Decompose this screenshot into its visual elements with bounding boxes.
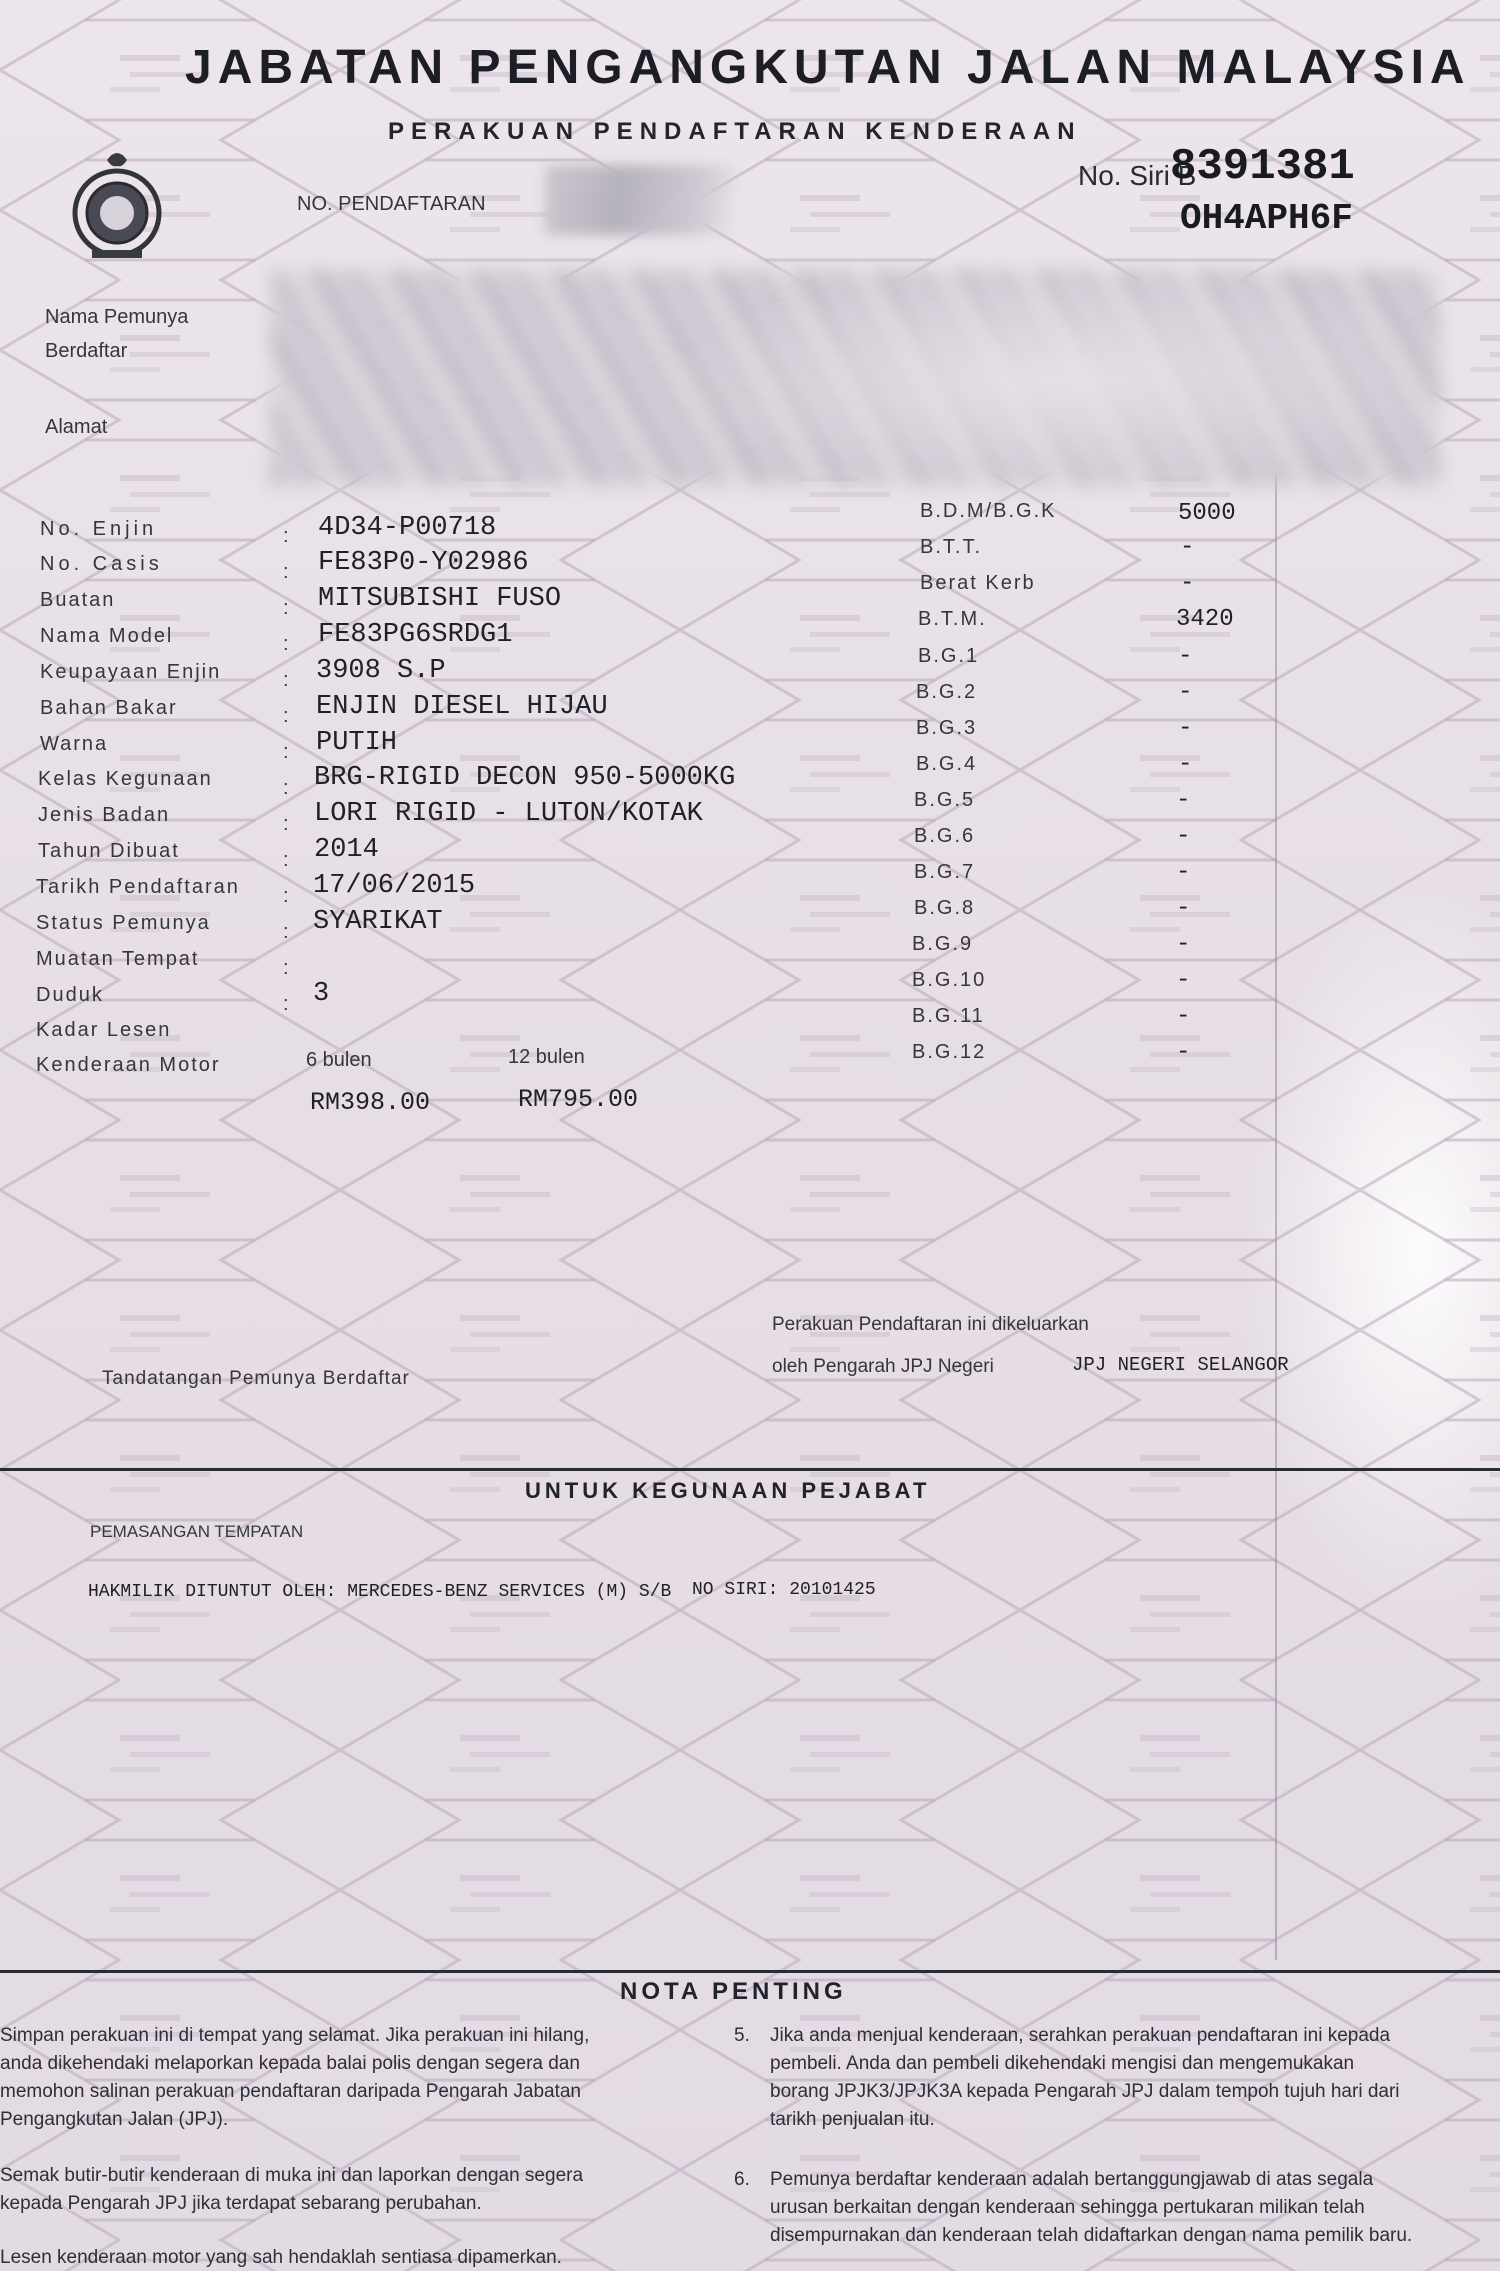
signature-label: Tandatangan Pemunya Berdaftar: [102, 1368, 410, 1389]
field-label: No. Enjin: [40, 518, 158, 540]
weight-label: B.G.10: [912, 969, 987, 991]
weight-value: 5000: [1178, 500, 1236, 527]
weight-label: B.G.6: [914, 825, 976, 847]
license-period-12: 12 bulen: [508, 1046, 585, 1068]
weight-value: -: [1178, 751, 1193, 778]
license-amount-6: RM398.00: [310, 1088, 431, 1117]
owner-name-label-1: Nama Pemunya: [45, 306, 189, 328]
ownership-claim: HAKMILIK DITUNTUT OLEH: MERCEDES-BENZ SERVICES (M) S/B: [88, 1582, 672, 1602]
field-value: 4D34-P00718: [318, 513, 497, 543]
serial-label: No. Siri B: [1078, 160, 1197, 191]
weight-value: -: [1178, 643, 1193, 670]
weight-label: B.T.T.: [920, 536, 983, 558]
notes-divider: [0, 1970, 1500, 1973]
jpj-crest-icon: [62, 138, 172, 268]
office-serial-no: NO SIRI: 20101425: [692, 1580, 876, 1600]
field-value: LORI RIGID - LUTON/KOTAK: [314, 799, 703, 829]
field-label: Muatan Tempat: [36, 948, 200, 970]
field-value: 3908 S.P: [316, 656, 446, 686]
registration-certificate: JABATAN PENGANGKUTAN JALAN MALAYSIA PERAKUAN PENDAFTARAN KENDERAAN NO. PENDAFTARAN No. Siri B 8391381 OH4APH6F Nama Pemunya Berdaftar Alamat No. Enjin 4D34-P00718 No. Casis FE83P0-Y02986 Buatan MITSUBISHI FUSO Nama Model FE83PG6SRDG1 Keupayaan Enjin 3908 S.P Bahan Bakar ENJIN DIESEL HIJAU Warna PUTIH Kelas Kegunaan BRG-RIGID DECON 950-5000KG Jenis Badan LORI RIGID - LUTON/KOTAK Tahun Dibuat 2014 Tarikh Pendaftaran 17/06/2015 Status Pemunya SYARIKAT Muatan Tempat Duduk 3 : : : : : : : : : : : : : : Kadar Lesen Kenderaan Motor 6 bulen 12 bulen RM398.00 RM795.00 B.D.M/B.G.K 5000 B.T.T. - Berat Kerb - B.T.M. 3420 B.G.1 - B.G.2 - B.G.3 - B.G.4 - B.G.5 - B.G.6 - B.G.7 - B.G.8 - B.G.9 - B.G.10 - B.G.11 - B.G.12 - Perakuan Pendaftaran ini dikeluarkan oleh Pengarah JPJ Negeri JPJ NEGERI SELANGOR Tandatangan Pemunya Berdaftar UNTUK KEGUNAAN PEJABAT PEMASANGAN TEMPATAN HAKMILIK DITUNTUT OLEH: MERCEDES-BENZ SERVICES (M) S/B NO SIRI: 20101425 NOTA PENTING Simpan perakuan ini di tempat yang selamat. Jika perakuan ini hilang, anda dikehendaki melaporkan kepada balai polis dengan segera dan memohon salinan perakuan pendaftaran daripada Pengarah Jabatan Pengangkutan Jalan (JPJ). Semak butir-butir kenderaan di muka ini dan laporkan dengan segera kepada Pengarah JPJ jika terdapat sebarang perubahan. Lesen kenderaan motor yang sah hendaklah sentiasa dipamerkan. 5. Jika anda menjual kenderaan, serahkan perakuan pendaftaran ini kepada pembeli. Anda dan pembeli dikehendaki mengisi dan mengemukakan borang JPJK3/JPJK3A kepada Pengarah JPJ dalam tempoh tujuh hari dari tarikh penjualan itu. 6. Pemunya berdaftar kenderaan adalah bertanggungjawab di atas segala urusan berkaitan dengan kenderaan sehingga pertukaran milikan telah disempurnakan dan kenderaan telah didaftarkan dengan nama pemilik baru.: [0, 0, 1500, 2271]
note-right-5: Jika anda menjual kenderaan, serahkan perakuan pendaftaran ini kepada pembeli. Anda dan pembeli dikehendaki mengisi dan mengemukakan borang JPJK3/JPJK3A kepada Pengarah JPJ dalam tempoh tujuh hari dari tarikh penjualan itu.: [770, 2025, 1400, 2130]
weight-value: 3420: [1176, 606, 1234, 633]
weight-label: B.G.9: [912, 933, 974, 955]
note-right-6: Pemunya berdaftar kenderaan adalah bertanggungjawab di atas segala urusan berkaitan dengan kenderaan sehingga pertukaran milikan telah disempurnakan dan kenderaan telah didaftarkan dengan nama pemilik baru.: [770, 2169, 1413, 2246]
weight-value: -: [1176, 895, 1191, 922]
issuance-line-2: oleh Pengarah JPJ Negeri: [772, 1356, 994, 1377]
weight-value: -: [1180, 534, 1195, 561]
office-use-title: UNTUK KEGUNAAN PEJABAT: [525, 1478, 931, 1503]
address-label: Alamat: [45, 416, 108, 438]
field-value: 17/06/2015: [313, 871, 476, 901]
issuance-line-1: Perakuan Pendaftaran ini dikeluarkan: [772, 1314, 1089, 1335]
field-label: No. Casis: [40, 553, 163, 575]
note-left-1: Simpan perakuan ini di tempat yang selamat. Jika perakuan ini hilang, anda dikehendaki melaporkan kepada balai polis dengan segera dan memohon salinan perakuan pendaftaran daripada Pengarah Jabatan Pengangkutan Jalan (JPJ).: [0, 2025, 590, 2130]
field-label: Duduk: [36, 984, 104, 1006]
weight-label: B.G.2: [916, 681, 978, 703]
weight-value: -: [1176, 967, 1191, 994]
field-label: Kelas Kegunaan: [38, 768, 213, 790]
license-label-1: Kadar Lesen: [36, 1019, 172, 1041]
weight-value: -: [1176, 1039, 1191, 1066]
weight-value: -: [1178, 679, 1193, 706]
note-left-3: Lesen kenderaan motor yang sah hendaklah sentiasa dipamerkan.: [0, 2247, 562, 2268]
weight-value: -: [1176, 859, 1191, 886]
weight-label: B.T.M.: [918, 608, 987, 630]
office-use-divider: [0, 1468, 1500, 1471]
license-label-2: Kenderaan Motor: [36, 1054, 221, 1076]
weight-label: Berat Kerb: [920, 572, 1036, 594]
field-label: Bahan Bakar: [40, 697, 178, 719]
field-label: Status Pemunya: [36, 912, 211, 934]
field-value: FE83PG6SRDG1: [318, 620, 513, 650]
weight-value: -: [1176, 931, 1191, 958]
weight-value: -: [1176, 823, 1191, 850]
field-value: PUTIH: [316, 728, 398, 758]
note-left-2: Semak butir-butir kenderaan di muka ini dan laporkan dengan segera kepada Pengarah JPJ jika terdapat sebarang perubahan.: [0, 2165, 584, 2214]
document-subtitle: PERAKUAN PENDAFTARAN KENDERAAN: [388, 118, 1082, 145]
weight-label: B.G.4: [916, 753, 978, 775]
field-value: FE83P0-Y02986: [318, 548, 529, 578]
weight-label: B.G.11: [912, 1005, 985, 1027]
serial-value: 8391381: [1170, 142, 1355, 192]
field-label: Warna: [40, 733, 109, 755]
weight-label: B.G.1: [918, 645, 980, 667]
field-value: MITSUBISHI FUSO: [318, 584, 562, 614]
license-period-6: 6 bulen: [306, 1049, 372, 1071]
field-value: BRG-RIGID DECON 950-5000KG: [314, 763, 736, 793]
weight-value: -: [1176, 787, 1191, 814]
redacted-registration-number: [545, 165, 735, 235]
weight-value: -: [1176, 1003, 1191, 1030]
weight-value: -: [1178, 715, 1193, 742]
owner-name-label-2: Berdaftar: [45, 340, 128, 362]
field-label: Buatan: [40, 589, 116, 611]
field-label: Nama Model: [40, 625, 174, 647]
field-label: Tahun Dibuat: [38, 840, 180, 862]
field-label: Jenis Badan: [38, 804, 171, 826]
field-value: ENJIN DIESEL HIJAU: [316, 692, 608, 722]
weight-label: B.D.M/B.G.K: [920, 500, 1057, 522]
weight-label: B.G.3: [916, 717, 978, 739]
field-label: Keupayaan Enjin: [40, 661, 222, 683]
weight-label: B.G.8: [914, 897, 976, 919]
weight-label: B.G.5: [914, 789, 976, 811]
issuing-office: JPJ NEGERI SELANGOR: [1072, 1354, 1289, 1376]
serial-code: OH4APH6F: [1180, 198, 1353, 239]
document-title: JABATAN PENGANGKUTAN JALAN MALAYSIA: [185, 41, 1471, 94]
field-value: SYARIKAT: [313, 907, 443, 937]
weight-label: B.G.12: [912, 1041, 987, 1063]
note-right-5-number: 5.: [734, 2025, 750, 2046]
field-label: Tarikh Pendaftaran: [36, 876, 240, 898]
weight-value: -: [1180, 570, 1195, 597]
no-pendaftaran-label: NO. PENDAFTARAN: [297, 193, 486, 215]
weight-label: B.G.7: [914, 861, 976, 883]
notes-title: NOTA PENTING: [620, 1978, 847, 2005]
field-value: 3: [313, 979, 330, 1009]
field-value: 2014: [314, 835, 379, 865]
local-install-label: PEMASANGAN TEMPATAN: [90, 1522, 304, 1541]
note-right-6-number: 6.: [734, 2169, 750, 2190]
license-amount-12: RM795.00: [518, 1085, 639, 1114]
